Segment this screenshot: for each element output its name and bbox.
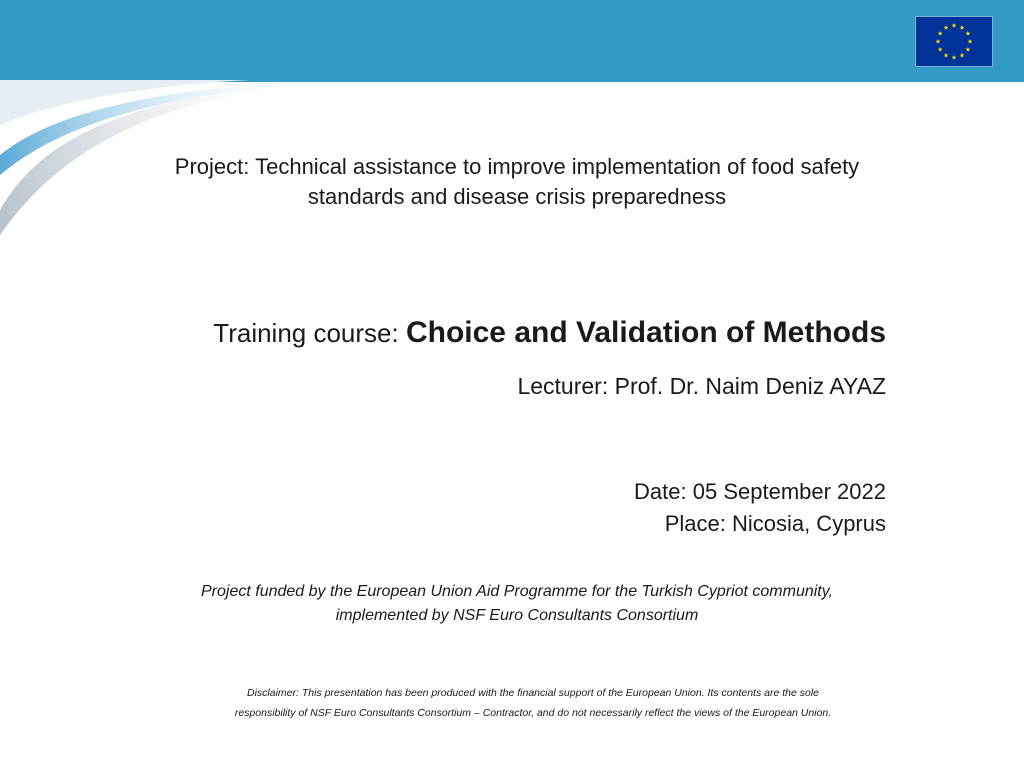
header-band <box>0 0 1024 82</box>
eu-star-icon <box>952 23 957 28</box>
disclaimer-line-1: Disclaimer: This presentation has been produced with the financial support of the European Union. Its contents are the sole <box>247 687 819 699</box>
place: Place: Nicosia, Cyprus <box>664 511 886 536</box>
project-title-line-1: Project: Technical assistance to improve implementation of food safety <box>174 154 860 179</box>
disclaimer-line-2: responsibility of NSF Euro Consultants Consortium – Contractor, and do not necessarily reflect the views of the European Union. <box>234 707 832 719</box>
course-title: Choice and Validation of Methods <box>405 316 886 349</box>
eu-star-icon <box>968 39 973 44</box>
eu-star-icon <box>960 25 965 30</box>
eu-star-icon <box>952 55 957 60</box>
eu-star-icon <box>936 39 941 44</box>
disclaimer <box>150 683 916 723</box>
funding-line-1: Project funded by the European Union Aid Programme for the Turkish Cypriot community, <box>201 583 833 600</box>
eu-star-icon <box>965 47 970 52</box>
project-title <box>112 152 922 212</box>
eu-star-icon <box>944 53 949 58</box>
funding-statement <box>112 580 922 628</box>
eu-star-icon <box>938 31 943 36</box>
eu-flag-icon <box>915 16 993 67</box>
lecturer: Lecturer: Prof. Dr. Naim Deniz AYAZ <box>517 373 886 399</box>
eu-star-icon <box>938 47 943 52</box>
eu-star-icon <box>960 53 965 58</box>
eu-stars <box>916 17 992 66</box>
eu-star-icon <box>944 25 949 30</box>
eu-star-icon <box>965 31 970 36</box>
date: Date: 05 September 2022 <box>634 479 886 504</box>
course-prefix: Training course: <box>213 318 406 348</box>
training-course <box>120 316 886 350</box>
funding-line-2: implemented by NSF Euro Consultants Consortium <box>335 607 699 624</box>
project-title-line-2: standards and disease crisis preparedness <box>307 184 727 209</box>
date-place <box>400 476 886 540</box>
